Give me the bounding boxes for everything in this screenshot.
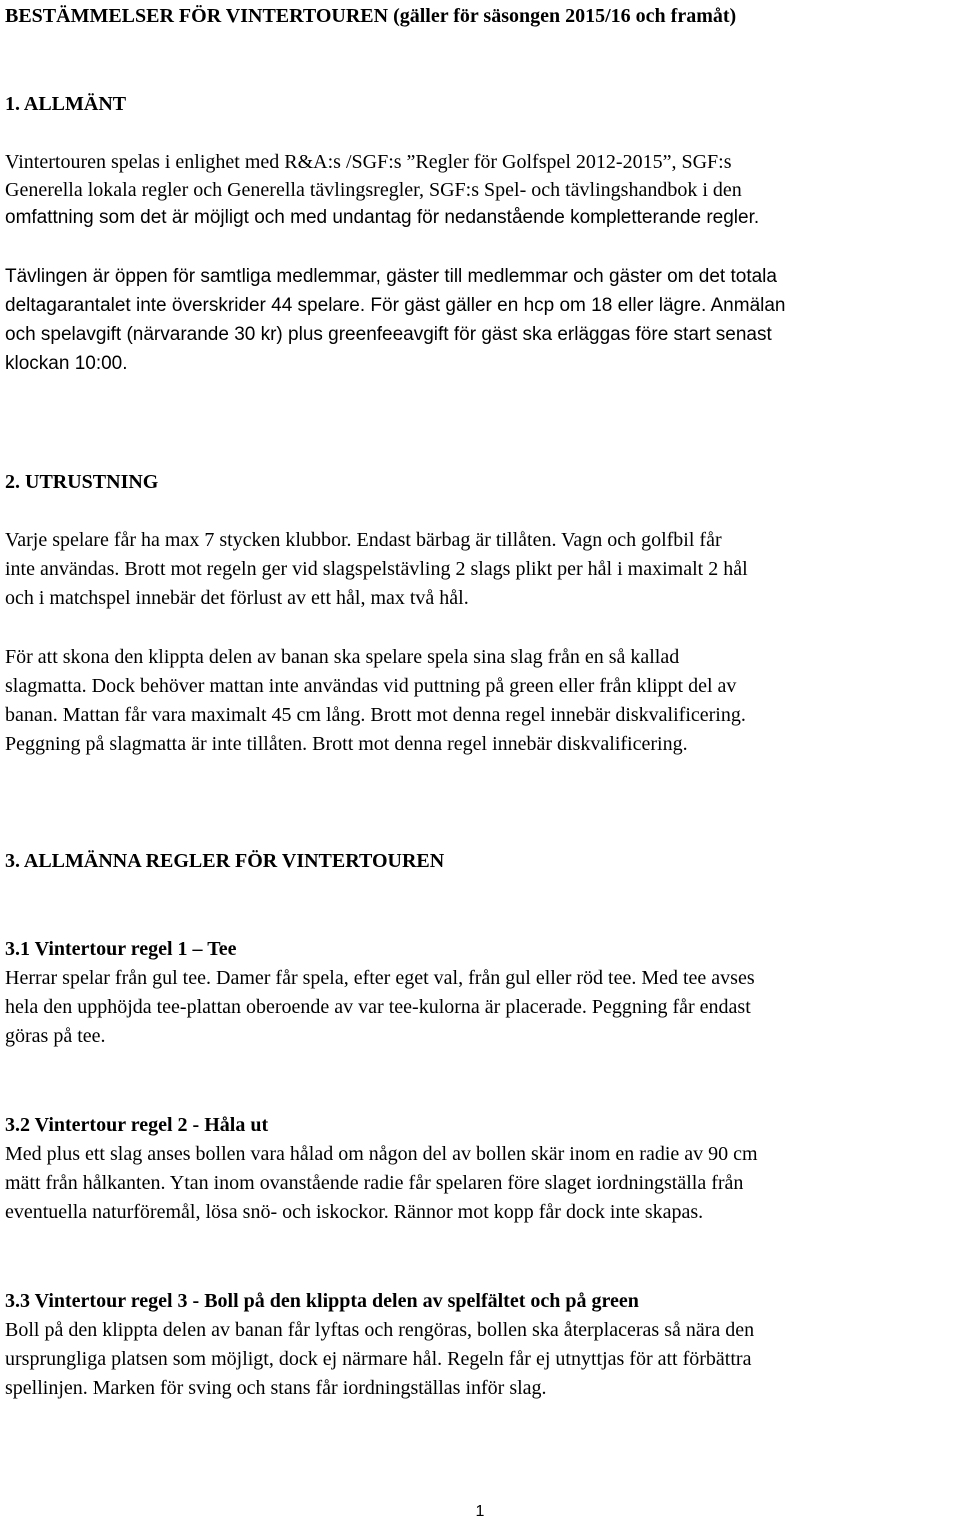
paragraph-line: Tävlingen är öppen för samtliga medlemmar, gäster till medlemmar och gäster om det totala (5, 266, 777, 287)
section-heading-allmanna-regler: 3. ALLMÄNNA REGLER FÖR VINTERTOUREN (5, 850, 445, 872)
paragraph-line: eventuella naturföremål, lösa snö- och iskockor. Rännor mot kopp får dock inte skapas. (5, 1201, 704, 1223)
paragraph-line: Vintertouren spelas i enlighet med R&A:s /SGF:s ”Regler för Golfspel 2012-2015”, SGF:s (5, 151, 732, 173)
paragraph-line: Boll på den klippta delen av banan får lyftas och rengöras, bollen ska återplaceras så nära den (5, 1319, 755, 1341)
paragraph-line: och i matchspel innebär det förlust av ett hål, max två hål. (5, 587, 469, 609)
paragraph-line: och spelavgift (närvarande 30 kr) plus greenfeeavgift för gäst ska erläggas före start senast (5, 324, 772, 345)
paragraph-line: spellinjen. Marken för sving och stans får iordningställas inför slag. (5, 1377, 547, 1399)
paragraph-line: hela den upphöjda tee-plattan oberoende av var tee-kulorna är placerade. Peggning får endast (5, 996, 751, 1018)
paragraph-line: Med plus ett slag anses bollen vara hålad om någon del av bollen skär inom en radie av 90 cm (5, 1143, 758, 1165)
page-number: 1 (475, 1503, 485, 1520)
paragraph-line: omfattning som det är möjligt och med undantag för nedanstående kompletterande regler. (5, 207, 760, 228)
paragraph-line: deltagarantalet inte överskrider 44 spelare. För gäst gäller en hcp om 18 eller lägre. Anmälan (5, 295, 786, 316)
subsection-heading: 3.3 Vintertour regel 3 - Boll på den klippta delen av spelfältet och på green (5, 1290, 639, 1312)
paragraph-line: ursprungliga platsen som möjligt, dock ej närmare hål. Regeln får ej utnyttjas för att förbättra (5, 1348, 752, 1370)
paragraph-line: Herrar spelar från gul tee. Damer får spela, efter eget val, från gul eller röd tee. Med tee avses (5, 967, 755, 989)
paragraph-line: banan. Mattan får vara maximalt 45 cm lång. Brott mot denna regel innebär diskvalificering. (5, 704, 746, 726)
paragraph-line: Peggning på slagmatta är inte tillåten. Brott mot denna regel innebär diskvalificering. (5, 733, 688, 755)
subsection-heading: 3.1 Vintertour regel 1 – Tee (5, 938, 237, 960)
paragraph-line: göras på tee. (5, 1025, 106, 1047)
paragraph-line: inte användas. Brott mot regeln ger vid slagspelstävling 2 slags plikt per hål i maximalt 2 hål (5, 558, 748, 580)
paragraph-line: Varje spelare får ha max 7 stycken klubbor. Endast bärbag är tillåten. Vagn och golfbil får (5, 529, 722, 551)
paragraph-line: Generella lokala regler och Generella tävlingsregler, SGF:s Spel- och tävlingshandbok i den (5, 179, 742, 201)
paragraph-line: slagmatta. Dock behöver mattan inte användas vid puttning på green eller från klippt del av (5, 675, 737, 697)
paragraph-line: För att skona den klippta delen av banan ska spelare spela sina slag från en så kallad (5, 646, 680, 668)
section-heading-allmant: 1. ALLMÄNT (5, 93, 127, 115)
paragraph-line: klockan 10:00. (5, 353, 128, 374)
document-title: BESTÄMMELSER FÖR VINTERTOUREN (gäller för säsongen 2015/16 och framåt) (5, 5, 737, 27)
paragraph-line: mätt från hålkanten. Ytan inom ovanstående radie får spelaren före slaget iordningställa från (5, 1172, 744, 1194)
section-heading-utrustning: 2. UTRUSTNING (5, 471, 159, 493)
subsection-heading: 3.2 Vintertour regel 2 - Håla ut (5, 1114, 269, 1136)
